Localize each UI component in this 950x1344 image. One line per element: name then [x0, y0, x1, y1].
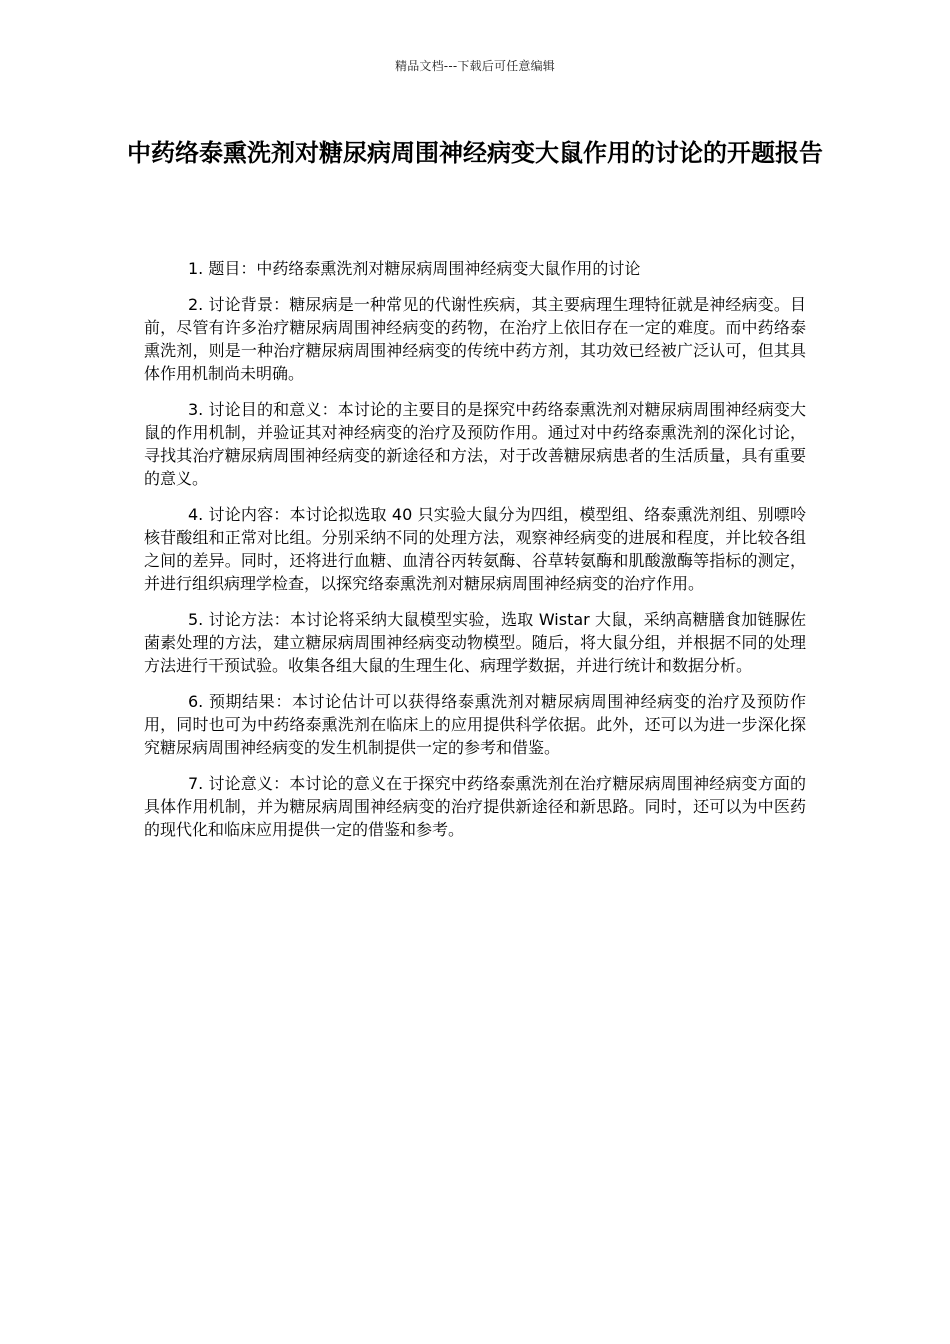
paragraph-background: 2. 讨论背景：糖尿病是一种常见的代谢性疾病，其主要病理生理特征就是神经病变。目前，尽管有许多治疗糖尿病周围神经病变的药物，在治疗上依旧存在一定的难度。而中药络泰熏洗剂，则是一种治疗糖尿病周围神经病变的传统中药方剂，其功效已经被广泛认可，但其具体作用机制尚未明确。 — [144, 295, 806, 383]
paragraph-expected-results: 6. 预期结果：本讨论估计可以获得络泰熏洗剂对糖尿病周围神经病变的治疗及预防作用，同时也可为中药络泰熏洗剂在临床上的应用提供科学依据。此外，还可以为进一步深化探究糖尿病周围神经病变的发生机制提供一定的参考和借鉴。 — [144, 692, 806, 757]
paragraph-methods: 5. 讨论方法：本讨论将采纳大鼠模型实验，选取 Wistar 大鼠，采纳高糖膳食加链脲佐菌素处理的方法，建立糖尿病周围神经病变动物模型。随后，将大鼠分组，并根据不同的处理方法进行干预试验。收集各组大鼠的生理生化、病理学数据，并进行统计和数据分析。 — [144, 610, 806, 675]
paragraph-content: 4. 讨论内容：本讨论拟选取 40 只实验大鼠分为四组，模型组、络泰熏洗剂组、别嘌呤核苷酸组和正常对比组。分别采纳不同的处理方法，观察神经病变的进展和程度，并比较各组之间的差异。同时，还将进行血糖、血清谷丙转氨酶、谷草转氨酶和肌酸激酶等指标的测定，并进行组织病理学检查，以探究络泰熏洗剂对糖尿病周围神经病变的治疗作用。 — [144, 505, 806, 593]
header-note: 精品文档---下载后可任意编辑 — [395, 59, 555, 73]
paragraph-significance: 7. 讨论意义：本讨论的意义在于探究中药络泰熏洗剂在治疗糖尿病周围神经病变方面的具体作用机制，并为糖尿病周围神经病变的治疗提供新途径和新思路。同时，还可以为中医药的现代化和临床应用提供一定的借鉴和参考。 — [144, 774, 806, 839]
document-title: 中药络泰熏洗剂对糖尿病周围神经病变大鼠作用的讨论的开题报告 — [127, 139, 823, 167]
paragraph-purpose: 3. 讨论目的和意义：本讨论的主要目的是探究中药络泰熏洗剂对糖尿病周围神经病变大鼠的作用机制，并验证其对神经病变的治疗及预防作用。通过对中药络泰熏洗剂的深化讨论，寻找其治疗糖尿病周围神经病变的新途径和方法，对于改善糖尿病患者的生活质量，具有重要的意义。 — [144, 400, 806, 488]
document-body — [144, 257, 806, 854]
paragraph-topic: 1. 题目：中药络泰熏洗剂对糖尿病周围神经病变大鼠作用的讨论 — [188, 259, 641, 278]
